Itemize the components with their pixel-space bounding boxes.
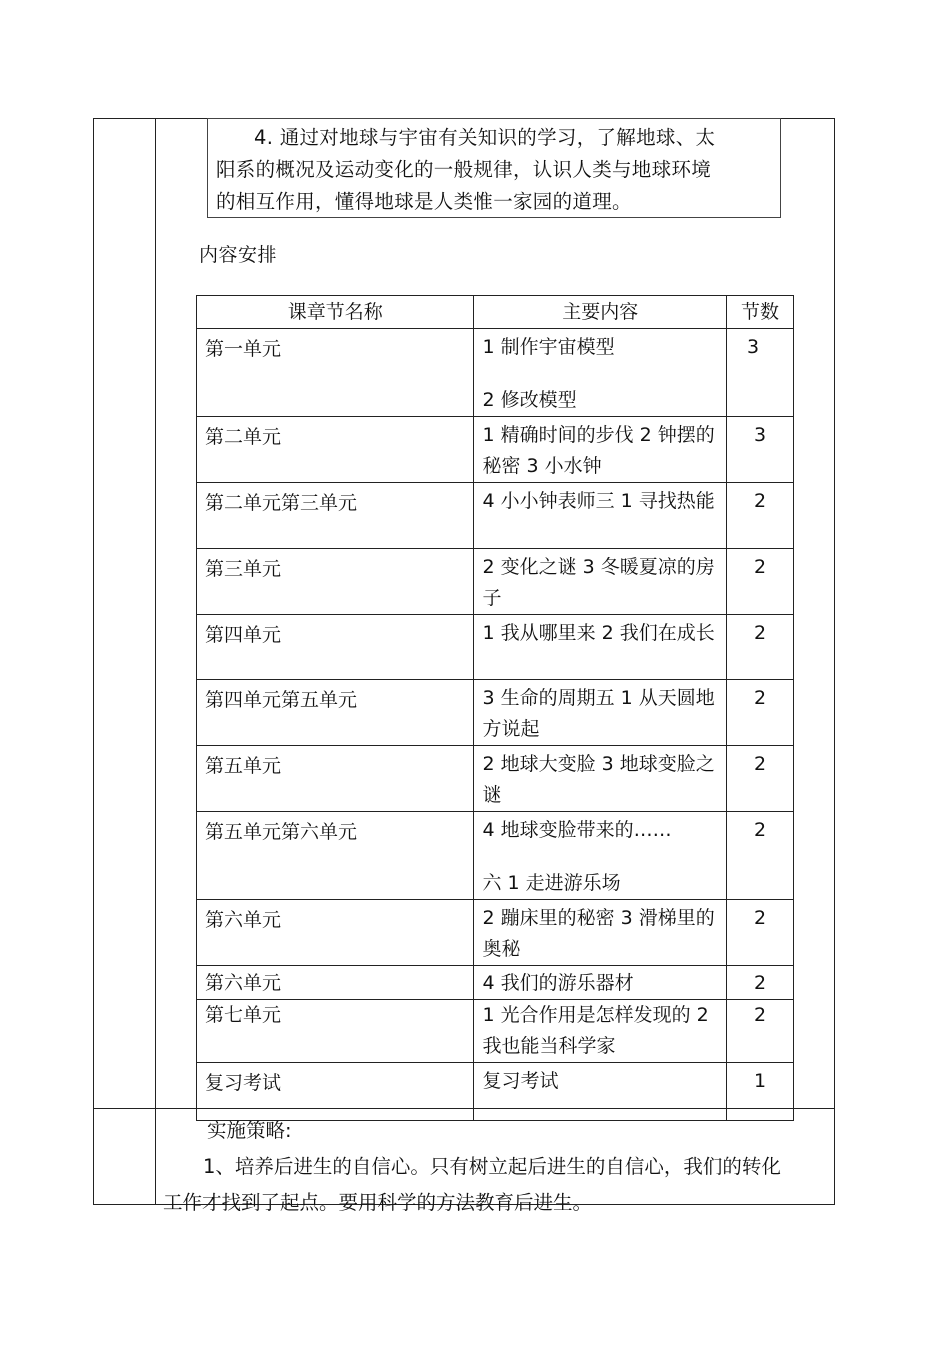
- row-name: 第七单元: [197, 1000, 474, 1063]
- row-name: 第三单元: [197, 549, 474, 615]
- row-content: [474, 329, 727, 417]
- row-name: 复习考试: [197, 1063, 474, 1121]
- row-count: 2: [727, 615, 794, 680]
- content-arrangement-label: 内容安排: [199, 244, 278, 266]
- table-row: [197, 900, 794, 966]
- row-count: 2: [727, 483, 794, 549]
- row-name: 第六单元: [197, 900, 474, 966]
- table-row: [197, 417, 794, 483]
- header-chapter: 课章节名称: [197, 296, 474, 329]
- row-count: 1: [727, 1063, 794, 1121]
- row-content-b: 六 1 走进游乐场: [482, 872, 621, 894]
- strategy-section: [163, 1113, 793, 1221]
- strategy-paragraph: 1、培养后进生的自信心。只有树立起后进生的自信心，我们的转化工作才找到了起点。要用科学的方法教育后进生。: [163, 1155, 781, 1214]
- row-content: 4 小小钟表师三 1 寻找热能: [474, 483, 727, 549]
- row-content-b: 2 修改模型: [482, 389, 577, 411]
- row-name: 第六单元: [197, 966, 474, 1000]
- row-count: 3: [727, 417, 794, 483]
- row-content: 2 地球大变脸 3 地球变脸之谜: [474, 746, 727, 812]
- row-name: 第二单元第三单元: [197, 483, 474, 549]
- table-row: [197, 966, 794, 1000]
- column-divider: [155, 118, 156, 1205]
- goal-line: 的相互作用，懂得地球是人类惟一家园的道理。: [216, 190, 632, 213]
- row-name: 第五单元第六单元: [197, 812, 474, 900]
- table-row: [197, 1000, 794, 1063]
- row-count: 2: [727, 966, 794, 1000]
- row-count: 3: [727, 329, 794, 417]
- row-content: [474, 812, 727, 900]
- header-content: 主要内容: [474, 296, 727, 329]
- row-count: 2: [727, 680, 794, 746]
- row-count: 2: [727, 746, 794, 812]
- row-content: 1 精确时间的步伐 2 钟摆的秘密 3 小水钟: [474, 417, 727, 483]
- row-name: 第二单元: [197, 417, 474, 483]
- row-content-a: 1 制作宇宙模型: [482, 336, 615, 358]
- strategy-label: 实施策略:: [207, 1119, 292, 1142]
- row-name: 第四单元第五单元: [197, 680, 474, 746]
- goal-text-box: [207, 118, 781, 218]
- table-row: [197, 680, 794, 746]
- goal-line: 阳系的概况及运动变化的一般规律，认识人类与地球环境: [216, 158, 712, 181]
- row-content: 3 生命的周期五 1 从天圆地方说起: [474, 680, 727, 746]
- table-row: [197, 1063, 794, 1121]
- table-row: [197, 615, 794, 680]
- table-row: [197, 483, 794, 549]
- row-name: 第四单元: [197, 615, 474, 680]
- table-header-row: [197, 296, 794, 329]
- table-row: [197, 549, 794, 615]
- row-content: 1 光合作用是怎样发现的 2 我也能当科学家: [474, 1000, 727, 1063]
- row-content: 1 我从哪里来 2 我们在成长: [474, 615, 727, 680]
- row-count: 2: [727, 900, 794, 966]
- goal-line: 4. 通过对地球与宇宙有关知识的学习，了解地球、太: [254, 126, 716, 149]
- row-count: 2: [727, 1000, 794, 1063]
- row-content: 4 我们的游乐器材: [474, 966, 727, 1000]
- row-name: 第五单元: [197, 746, 474, 812]
- row-content: 2 蹦床里的秘密 3 滑梯里的奥秘: [474, 900, 727, 966]
- table-row: [197, 812, 794, 900]
- table-row: [197, 746, 794, 812]
- row-content-a: 4 地球变脸带来的……: [482, 819, 672, 841]
- schedule-table: [196, 295, 794, 1121]
- row-count: 2: [727, 812, 794, 900]
- header-count: 节数: [727, 296, 794, 329]
- row-name: 第一单元: [197, 329, 474, 417]
- table-row: [197, 329, 794, 417]
- row-content: 2 变化之谜 3 冬暖夏凉的房子: [474, 549, 727, 615]
- row-count: 2: [727, 549, 794, 615]
- row-content: 复习考试: [474, 1063, 727, 1121]
